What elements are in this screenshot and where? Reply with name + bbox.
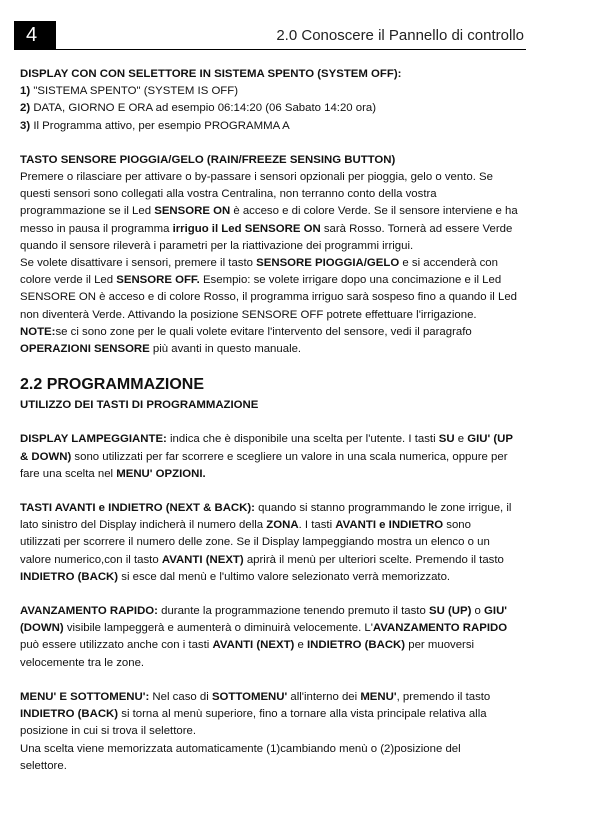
list-item: 1) "SISTEMA SPENTO" (SYSTEM IS OFF) bbox=[20, 85, 239, 98]
page-content bbox=[20, 66, 528, 792]
paragraph-line: SENSORE ON è acceso e di colore Rosso, il programma irriguo sarà sospeso fino a quando il Led bbox=[20, 291, 517, 304]
paragraph-line: colore verde il Led SENSORE OFF. Esempio: se volete irrigare dopo una concimazione e il Led bbox=[20, 274, 502, 287]
section-title: 2.2 PROGRAMMAZIONE bbox=[20, 376, 205, 394]
paragraph-line: OPERAZIONI SENSORE più avanti in questo manuale. bbox=[20, 343, 302, 356]
page-number: 4 bbox=[14, 21, 56, 49]
display-heading: DISPLAY CON CON SELETTORE IN SISTEMA SPENTO (SYSTEM OFF): bbox=[20, 68, 402, 80]
paragraph-line: Se volete disattivare i sensori, premere il tasto SENSORE PIOGGIA/GELO e si accenderà con bbox=[20, 257, 498, 270]
menu-section: MENU' E SOTTOMENU': Nel caso di SOTTOMENU' all'interno dei MENU', premendo il tasto INDIETRO (BACK) si torna al menù superiore, fino a tornare alla vista principale relativa alla posizione in cui si trova il selettore. Una scelta viene memorizzata automaticamente (1)cambiando menù o (2)posizione del selettore. bbox=[20, 690, 491, 772]
paragraph-line: programmazione se il Led SENSORE ON è acceso e di colore Verde. Se il sensore interviene e ha bbox=[20, 205, 518, 218]
fast-advance-section: AVANZAMENTO RAPIDO: durante la programmazione tenendo premuto il tasto SU (UP) o GIU' (DOWN) visibile lampeggerà e aumenterà o diminuirà velocemente. L'AVANZAMENTO RAPIDO può essere utilizzato anche con i tasti AVANTI (NEXT) e INDIETRO (BACK) per muoversi velocemente tra le zone. bbox=[20, 605, 508, 669]
paragraph-line: Premere o rilasciare per attivare o by-passare i sensori opzionali per pioggia, gelo o vento. Se bbox=[20, 171, 493, 184]
header-divider bbox=[14, 49, 526, 50]
display-section bbox=[20, 66, 528, 135]
rain-heading: TASTO SENSORE PIOGGIA/GELO (RAIN/FREEZE SENSING BUTTON) bbox=[20, 153, 396, 166]
paragraph-line: NOTE:se ci sono zone per le quali volete evitare l'intervento del sensore, vedi il paragrafo bbox=[20, 325, 472, 338]
rain-sensor-section bbox=[20, 152, 528, 358]
paragraph-line: messo in pausa il programma irriguo il Led SENSORE ON sarà Rosso. Tornerà ad essere Verde bbox=[20, 222, 513, 235]
section-header-title: 2.0 Conoscere il Pannello di controllo bbox=[276, 27, 524, 44]
paragraph-line: questi sensori sono collegati alla vostra Centralina, non terranno conto della vostra bbox=[20, 188, 437, 201]
paragraph-line: quando il sensore rileverà i parametri per la riattivazione dei programmi irrigui. bbox=[20, 239, 414, 252]
paragraph-line: non diventerà Verde. Attivando la posizione SENSORE OFF potrete effettuare l'irrigazione. bbox=[20, 308, 477, 321]
section-subtitle: UTILIZZO DEI TASTI DI PROGRAMMAZIONE bbox=[20, 399, 259, 412]
list-item: 3) Il Programma attivo, per esempio PROGRAMMA A bbox=[20, 119, 290, 132]
list-item: 2) DATA, GIORNO E ORA ad esempio 06:14:20 (06 Sabato 14:20 ora) bbox=[20, 102, 377, 115]
next-back-section: TASTI AVANTI e INDIETRO (NEXT & BACK): quando si stanno programmando le zone irrigue, il lato sinistro del Display indicherà il numero della ZONA. I tasti AVANTI e INDIETRO sono utilizzati per scorrere il numero delle zone. Se il Display lampeggiando mostra un elenco o un valore numerico,con il tasto AVANTI (NEXT) aprirà il menù per ulteriori scelte. Premendo il tasto INDIETRO (BACK) si esce dal menù e l'ultimo valore selezionato verrà memorizzato. bbox=[20, 502, 512, 583]
blink-section: DISPLAY LAMPEGGIANTE: indica che è disponibile una scelta per l'utente. I tasti SU e GIU' (UP & DOWN) sono utilizzati per far scorrere e scegliere un valore in una scala numerica, oppure per fare una scelta nel MENU' OPZIONI. bbox=[20, 433, 514, 480]
